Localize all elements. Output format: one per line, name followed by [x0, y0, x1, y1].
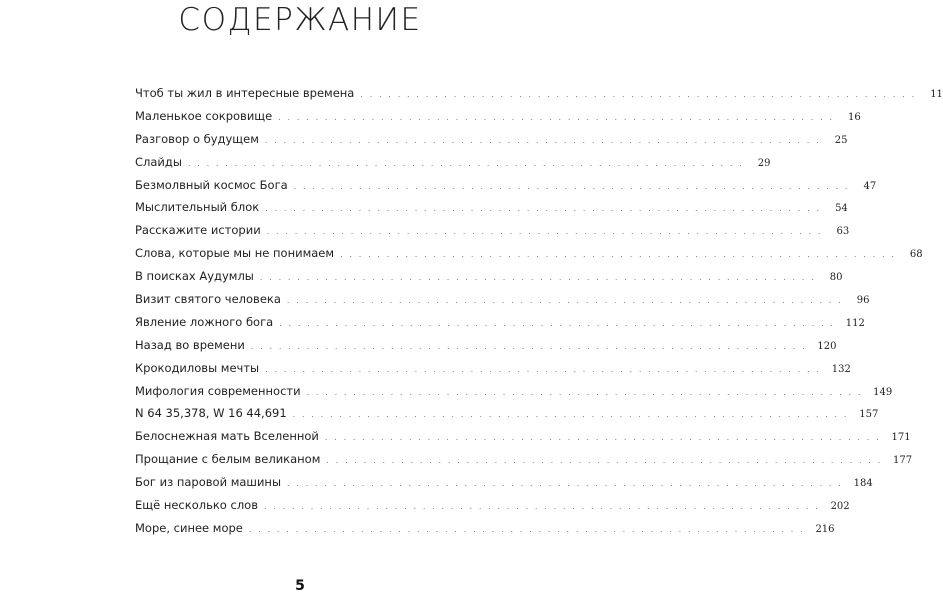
toc-entry-page: 16 — [848, 111, 861, 123]
toc-entry-title: Прощание с белым великаном — [135, 452, 321, 467]
table-of-contents — [135, 82, 943, 540]
toc-entry-page: 96 — [856, 295, 870, 307]
toc-entry-page: 157 — [859, 409, 879, 421]
toc-dot-leader: ............................................................ — [324, 433, 886, 443]
toc-dot-leader: ............................................................ — [306, 387, 868, 397]
toc-entry — [135, 265, 843, 288]
toc-entry-page: 29 — [757, 157, 771, 169]
toc-entry-title: В поисках Аудумлы — [135, 269, 254, 284]
page-number: 5 — [295, 578, 305, 594]
toc-entry-title: Ещё несколько слов — [135, 498, 258, 513]
toc-entry — [135, 517, 835, 540]
toc-dot-leader: ............................................................ — [287, 479, 848, 489]
toc-entry-page: 120 — [817, 340, 837, 352]
toc-dot-leader: ............................................................ — [266, 227, 828, 237]
toc-entry-title: Бог из паровой машины — [135, 475, 282, 490]
toc-dot-leader: ............................................................ — [340, 250, 901, 260]
toc-entry-title: Расскажите истории — [135, 223, 261, 238]
toc-dot-leader: ............................................................ — [293, 181, 855, 191]
toc-entry-page: 25 — [834, 134, 848, 146]
toc-entry-page: 216 — [815, 523, 835, 535]
toc-entry-page: 184 — [853, 478, 873, 490]
toc-entry-page: 68 — [909, 249, 923, 261]
toc-entry — [135, 242, 923, 265]
toc-entry — [135, 219, 850, 242]
toc-entry-page: 47 — [863, 180, 877, 192]
toc-entry-title: Крокодиловы мечты — [135, 360, 260, 375]
toc-entry-title: Мыслительный блок — [135, 200, 260, 215]
toc-entry-title: Море, синее море — [135, 520, 243, 535]
toc-entry-title: Маленькое сокровище — [135, 108, 273, 123]
toc-entry — [135, 357, 851, 380]
toc-entry-title: Слайды — [135, 154, 182, 169]
toc-entry-page: 177 — [892, 455, 913, 467]
toc-entry — [135, 402, 879, 425]
toc-entry — [135, 448, 913, 471]
toc-entry — [135, 151, 771, 174]
toc-dot-leader: ............................................................ — [279, 318, 840, 328]
toc-entry-title: Чтоб ты жил в интересные времена — [135, 86, 355, 100]
toc-entry — [135, 380, 893, 403]
toc-entry-page: 63 — [836, 226, 850, 238]
toc-entry — [135, 311, 865, 334]
toc-dot-leader: ............................................................ — [278, 112, 839, 122]
toc-entry — [135, 128, 848, 151]
toc-dot-leader: ............................................................ — [259, 273, 821, 283]
toc-dot-leader: ............................................................ — [264, 135, 826, 145]
toc-entry — [135, 494, 850, 517]
toc-dot-leader: ............................................................ — [326, 456, 887, 466]
toc-entry-page: 132 — [831, 363, 851, 375]
toc-entry — [135, 196, 848, 219]
toc-dot-leader: ............................................................ — [250, 341, 812, 351]
toc-entry-title: Белоснежная мать Вселенной — [135, 429, 319, 444]
toc-entry-page: 149 — [873, 386, 893, 398]
toc-entry-title: Мифология современности — [135, 383, 301, 398]
toc-entry-page: 11 — [930, 89, 943, 100]
toc-entry-title: N 64 35,378, W 16 44,691 — [135, 406, 287, 421]
toc-entry — [135, 82, 943, 105]
toc-entry-page: 112 — [845, 317, 865, 329]
toc-entry-title: Визит святого человека — [135, 292, 281, 307]
toc-entry — [135, 471, 873, 494]
toc-entry — [135, 174, 877, 197]
toc-dot-leader: ............................................................ — [360, 90, 921, 99]
toc-entry-title: Назад во времени — [135, 337, 245, 352]
toc-dot-leader: ............................................................ — [187, 158, 749, 168]
toc-entry — [135, 425, 911, 448]
toc-entry-page: 80 — [829, 272, 843, 284]
toc-entry — [135, 105, 861, 128]
toc-dot-leader: ............................................................ — [265, 204, 826, 214]
toc-entry-page: 202 — [830, 501, 850, 513]
toc-dot-leader: ............................................................ — [265, 364, 826, 374]
toc-dot-leader: ............................................................ — [286, 296, 848, 306]
toc-entry-title: Слова, которые мы не понимаем — [135, 246, 335, 261]
toc-entry — [135, 288, 870, 311]
toc-entry-title: Явление ложного бога — [135, 314, 274, 329]
toc-entry — [135, 334, 837, 357]
toc-dot-leader: ............................................................ — [248, 524, 810, 534]
toc-dot-leader: ............................................................ — [292, 410, 854, 420]
page-title: СОДЕРЖАНИЕ — [178, 2, 422, 38]
toc-entry-page: 171 — [891, 432, 911, 444]
toc-entry-title: Безмолвный космос Бога — [135, 177, 288, 192]
toc-entry-title: Разговор о будущем — [135, 131, 259, 146]
toc-dot-leader: ............................................................ — [263, 502, 825, 512]
toc-entry-page: 54 — [835, 203, 848, 215]
